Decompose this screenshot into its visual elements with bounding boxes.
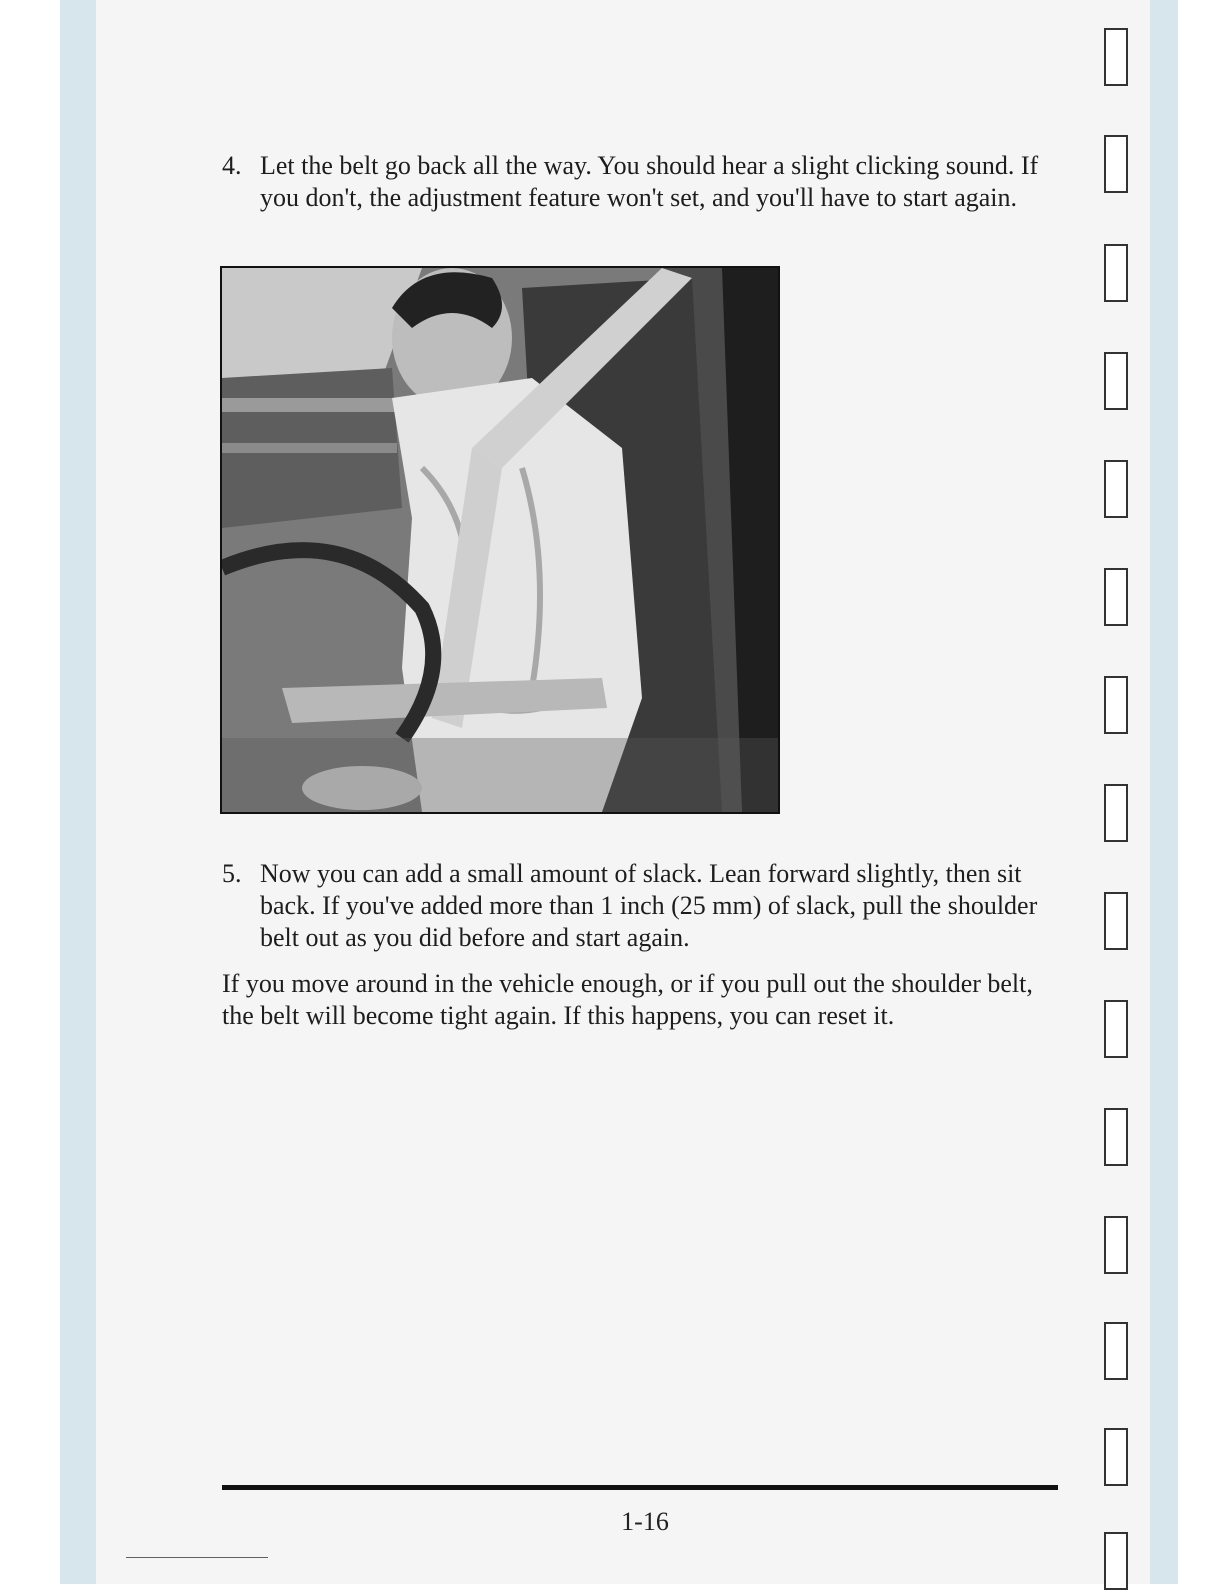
index-tab (1104, 676, 1128, 734)
right-margin-strip (1150, 0, 1178, 1584)
page-number: 1-16 (621, 1507, 669, 1536)
left-margin-strip (60, 0, 96, 1584)
body-paragraph: If you move around in the vehicle enough, or if you pull out the shoulder belt, the belt will become tight again. If this happens, you can reset it. (222, 969, 1033, 1030)
step-number: 4. (222, 151, 242, 180)
index-tab (1104, 1322, 1128, 1380)
footer-rule (222, 1485, 1058, 1490)
index-tab (1104, 784, 1128, 842)
index-tab (1104, 1000, 1128, 1058)
seatbelt-illustration-drawing (222, 268, 778, 812)
index-tab (1104, 135, 1128, 193)
index-tab (1104, 460, 1128, 518)
index-tabs (1104, 0, 1130, 1584)
seatbelt-illustration (220, 266, 780, 814)
index-tab (1104, 1532, 1128, 1590)
step-text: Let the belt go back all the way. You should hear a slight clicking sound. If you don't, the adjustment feature won't set, and you'll have to start again. (260, 151, 1039, 212)
step-number: 5. (222, 859, 242, 888)
step-text: Now you can add a small amount of slack. Lean forward slightly, then sit back. If you've added more than 1 inch (25 mm) of slack, pull the shoulder belt out as you did before and start again. (260, 859, 1038, 952)
index-tab (1104, 1428, 1128, 1486)
index-tab (1104, 352, 1128, 410)
index-tab (1104, 568, 1128, 626)
index-tab (1104, 28, 1128, 86)
index-tab (1104, 1108, 1128, 1166)
index-tab (1104, 1216, 1128, 1274)
index-tab (1104, 892, 1128, 950)
bottom-link-underline (126, 1557, 268, 1558)
index-tab (1104, 244, 1128, 302)
